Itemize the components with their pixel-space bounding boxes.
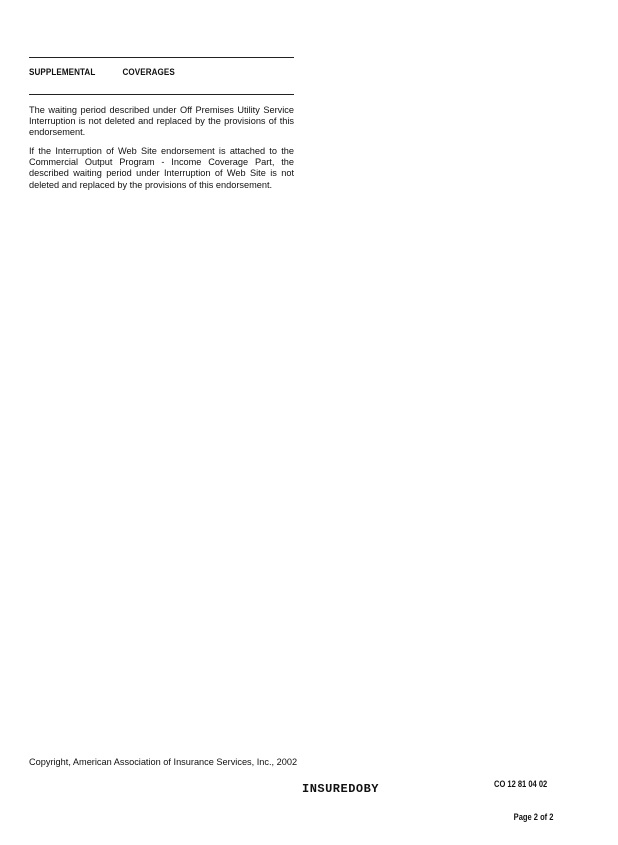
paragraph-waiting-period: The waiting period described under Off Premises Utility Service Interruption is not deleted and replaced by the provisions of this endorsement. bbox=[29, 105, 294, 138]
section-heading-part-1: SUPPLEMENTAL bbox=[29, 67, 96, 78]
form-number: CO 12 81 04 02 bbox=[494, 779, 548, 789]
form-identifier bbox=[494, 757, 553, 845]
section-top-rule bbox=[29, 57, 294, 58]
section-heading bbox=[29, 67, 175, 78]
page-number: Page 2 of 2 bbox=[513, 812, 554, 822]
watermark-text: INSUREDOBY bbox=[302, 782, 380, 796]
section-heading-part-2: COVERAGES bbox=[122, 67, 175, 78]
copyright-notice: Copyright, American Association of Insurance Services, Inc., 2002 bbox=[29, 757, 298, 767]
paragraph-web-site-interruption: If the Interruption of Web Site endorsement is attached to the Commercial Output Program - Income Coverage Part, the described waiting period under Interruption of Web Site is not deleted and replaced by the provisions of this endorsement. bbox=[29, 146, 294, 190]
section-bottom-rule bbox=[29, 94, 294, 95]
